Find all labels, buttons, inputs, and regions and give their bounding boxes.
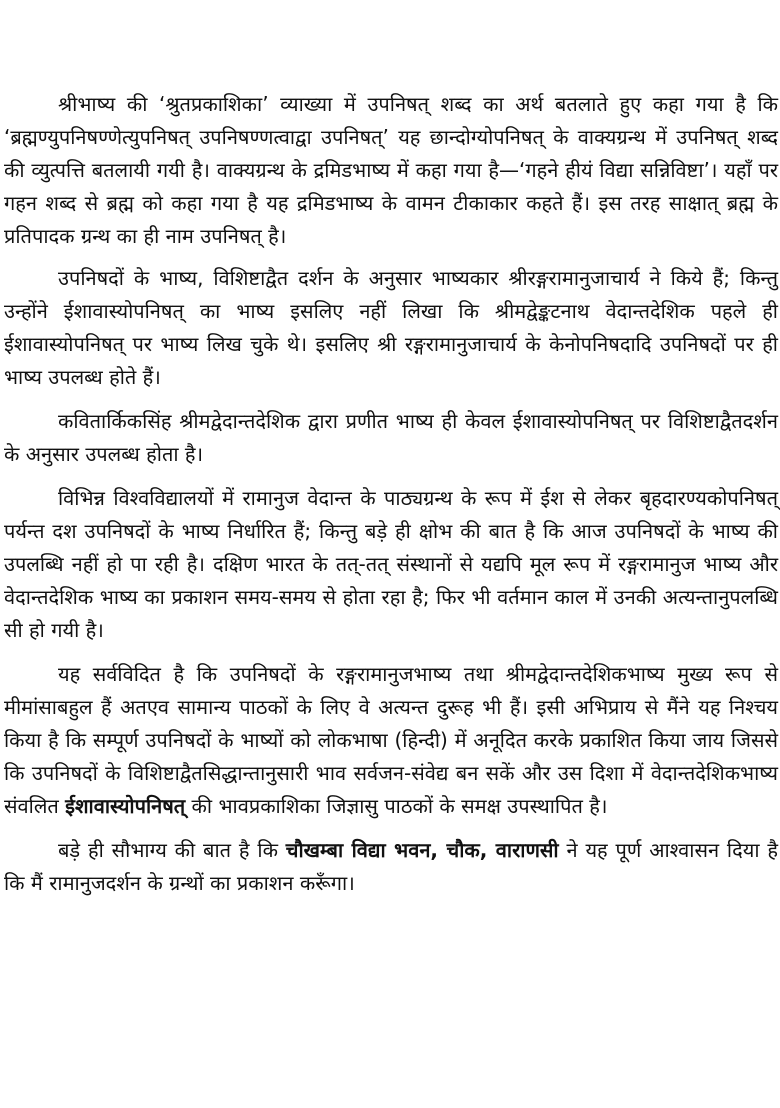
paragraph-3: [4, 405, 778, 471]
paragraph-4-text: विभिन्न विश्वविद्यालयों में रामानुज वेदान्त के पाठ्यग्रन्थ के रूप में ईश से लेकर बृहदारण्यकोपनिषत् पर्यन्त दश उपनिषदों के भाष्य निर्धारित हैं; किन्तु बड़े ही क्षोभ की बात है कि आज उपनिषदों के भाष्य की उपलब्धि नहीं हो पा रही है। दक्षिण भारत के तत्-तत् संस्थानों से यद्यपि मूल रूप में रङ्गरामानुज भाष्य और वेदान्तदेशिक भाष्य का प्रकाशन समय-समय से होता रहा है; फिर भी वर्तमान काल में उनकी अत्यन्तानुपलब्धि सी हो गयी है।: [4, 486, 778, 642]
paragraph-2-text: उपनिषदों के भाष्य, विशिष्टाद्वैत दर्शन के अनुसार भाष्यकार श्रीरङ्गरामानुजाचार्य ने किये हैं; किन्तु उन्होंने ईशावास्योपनिषत् का भाष्य इसलिए नहीं लिखा कि श्रीमद्वेङ्कटनाथ वेदान्तदेशिक पहले ही ईशावास्योपनिषत् पर भाष्य लिख चुके थे। इसलिए श्री रङ्गरामानुजाचार्य के केनोपनिषदादि उपनिषदों पर ही भाष्य उपलब्ध होते हैं।: [4, 266, 778, 389]
paragraph-5-text-end: की भावप्रकाशिका जिज्ञासु पाठकों के समक्ष उपस्थापित है।: [185, 794, 608, 818]
paragraph-6-text-end: ने यह पूर्ण आश्वासन दिया है कि मैं रामानुजदर्शन के ग्रन्थों का प्रकाशन करूँगा।: [4, 838, 778, 895]
bold-text-publisher: चौखम्बा विद्या भवन, चौक, वाराणसी: [285, 838, 559, 862]
paragraph-3-text: कवितार्किकसिंह श्रीमद्वेदान्तदेशिक द्वारा प्रणीत भाष्य ही केवल ईशावास्योपनिषत् पर विशिष्टाद्वैतदर्शन के अनुसार उपलब्ध होता है।: [4, 409, 778, 466]
paragraph-1-text: श्रीभाष्य की ‘श्रुतप्रकाशिका’ व्याख्या में उपनिषत् शब्द का अर्थ बतलाते हुए कहा गया है कि ‘ब्रह्मण्युपनिषण्णेत्युपनिषत् उपनिषण्णत्वाद्वा उपनिषत्’ यह छान्दोग्योपनिषत् के वाक्यग्रन्थ में उपनिषत् शब्द की व्युत्पत्ति बतलायी गयी है। वाक्यग्रन्थ के द्रमिडभाष्य में कहा गया है—‘गहने हीयं विद्या सन्निविष्टा’। यहाँ पर गहन शब्द से ब्रह्म को कहा गया है यह द्रमिडभाष्य के वामन टीकाकार कहते हैं। इस तरह साक्षात् ब्रह्म के प्रतिपादक ग्रन्थ का ही नाम उपनिषत् है।: [4, 92, 778, 248]
paragraph-6-text: बड़े ही सौभाग्य की बात है कि: [58, 838, 286, 862]
paragraph-5-text: यह सर्वविदित है कि उपनिषदों के रङ्गरामानुजभाष्य तथा श्रीमद्वेदान्तदेशिकभाष्य मुख्य रूप से मीमांसाबहुल हैं अतएव सामान्य पाठकों के लिए वे अत्यन्त दुरूह भी हैं। इसी अभिप्राय से मैंने यह निश्चय किया है कि सम्पूर्ण उपनिषदों के भाष्यों को लोकभाषा (हिन्दी) में अनूदित करके प्रकाशित किया जाय जिससे कि उपनिषदों के विशिष्टाद्वैतसिद्धान्तानुसारी भाव सर्वजन-संवेद्य बन सकें और उस दिशा में वेदान्तदेशिकभाष्य संवलित: [4, 662, 778, 818]
paragraph-5: [4, 658, 778, 823]
paragraph-2: [4, 262, 778, 394]
bold-text-ishavasyopanishat: ईशावास्योपनिषत्: [65, 794, 186, 818]
paragraph-4: [4, 482, 778, 647]
paragraph-1: [4, 88, 778, 253]
paragraph-6: [4, 834, 778, 900]
